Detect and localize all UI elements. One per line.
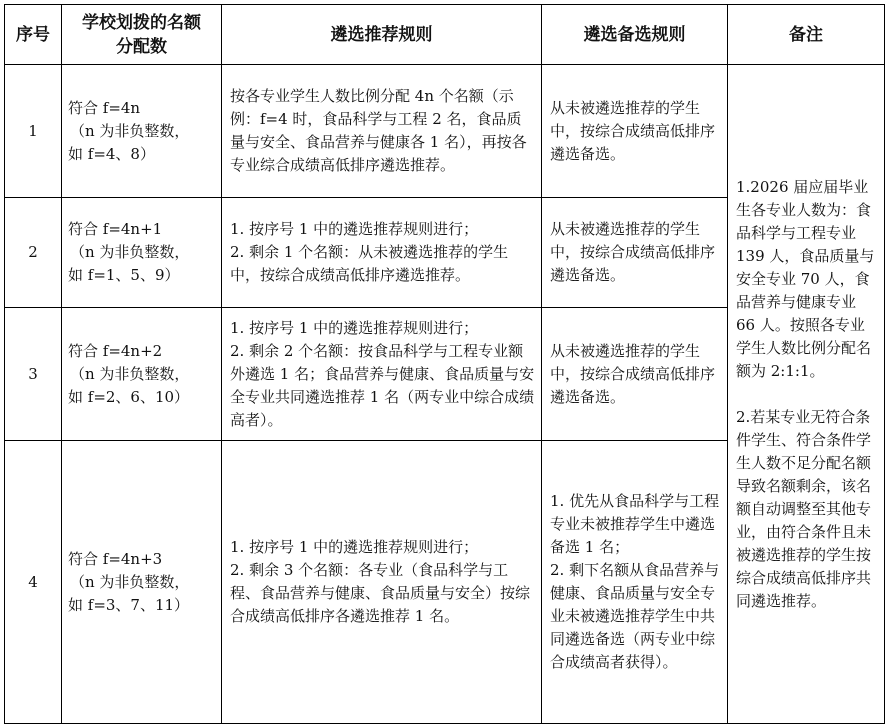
quota-example: 如 f=2、6、10） bbox=[68, 387, 190, 406]
row-recommend: 按各专业学生人数比例分配 4n 个名额（示例：f=4 时，食品科学与工程 2 名，食品质量与安全、食品营养与健康各 1 名），再按各专业综合成绩高低排序遴选推荐。 bbox=[222, 65, 542, 198]
quota-note: （n 为非负整数， bbox=[70, 243, 190, 261]
row-alternate: 从未被遴选推荐的学生中，按综合成绩高低排序遴选备选。 bbox=[542, 65, 728, 198]
header-index: 序号 bbox=[5, 5, 62, 65]
selection-rules-table bbox=[4, 4, 885, 724]
quota-condition: 符合 f=4n+2 bbox=[68, 341, 163, 360]
row-alternate: 从未被遴选推荐的学生中，按综合成绩高低排序遴选备选。 bbox=[542, 308, 728, 441]
row-index: 1 bbox=[5, 65, 62, 198]
header-recommend: 遴选推荐规则 bbox=[222, 5, 542, 65]
row-recommend bbox=[222, 308, 542, 441]
quota-condition: 符合 f=4n bbox=[68, 98, 141, 117]
row-index: 2 bbox=[5, 198, 62, 308]
quota-condition: 符合 f=4n+1 bbox=[68, 220, 163, 238]
header-quota: 学校划拨的名额分配数 bbox=[62, 5, 222, 65]
table-row bbox=[5, 65, 885, 198]
header-remark: 备注 bbox=[728, 5, 885, 65]
quota-note: （n 为非负整数， bbox=[70, 121, 190, 140]
recommend-item: 2. 剩余 3 个名额：各专业（食品科学与工程、食品营养与健康、食品质量与安全）按综合成绩高低排序各遴选推荐 1 名。 bbox=[230, 561, 531, 625]
row-quota bbox=[62, 65, 222, 198]
quota-condition: 符合 f=4n+3 bbox=[68, 549, 163, 568]
quota-example: 如 f=4、8） bbox=[68, 144, 155, 163]
row-recommend bbox=[222, 198, 542, 308]
recommend-item: 1. 按序号 1 中的遴选推荐规则进行； bbox=[230, 318, 479, 337]
header-alternate: 遴选备选规则 bbox=[542, 5, 728, 65]
quota-note: （n 为非负整数， bbox=[70, 572, 190, 591]
row-index: 4 bbox=[5, 441, 62, 724]
row-recommend bbox=[222, 441, 542, 724]
table-header-row bbox=[5, 5, 885, 65]
recommend-item: 1. 按序号 1 中的遴选推荐规则进行； bbox=[230, 220, 479, 238]
row-alternate bbox=[542, 441, 728, 724]
recommend-item: 1. 按序号 1 中的遴选推荐规则进行； bbox=[230, 538, 479, 556]
row-index: 3 bbox=[5, 308, 62, 441]
remark-item: 1.2026 届应届毕业生各专业人数为：食品科学与工程专业 139 人，食品质量与安全专业 70 人，食品营养与健康专业 66 人。按照各专业学生人数比例分配名额为 2:1:1。 bbox=[736, 177, 875, 380]
row-quota bbox=[62, 441, 222, 724]
alternate-item: 1. 优先从食品科学与工程专业未被推荐学生中遴选备选 1 名； bbox=[550, 492, 720, 556]
quota-example: 如 f=3、7、11） bbox=[68, 595, 190, 614]
quota-note: （n 为非负整数， bbox=[70, 364, 190, 383]
row-quota bbox=[62, 308, 222, 441]
remark-cell bbox=[728, 65, 885, 724]
row-alternate: 从未被遴选推荐的学生中，按综合成绩高低排序遴选备选。 bbox=[542, 198, 728, 308]
remark-item: 2.若某专业无符合条件学生、符合条件学生人数不足分配名额导致名额剩余，该名额自动调整至其他专业，由符合条件且未被遴选推荐的学生按综合成绩高低排序共同遴选推荐。 bbox=[736, 407, 872, 610]
recommend-item: 2. 剩余 2 个名额：按食品科学与工程专业额外遴选 1 名；食品营养与健康、食品质量与安全专业共同遴选推荐 1 名（两专业中综合成绩高者）。 bbox=[230, 341, 535, 429]
alternate-item: 2. 剩下名额从食品营养与健康、食品质量与安全专业未被遴选推荐学生中共同遴选备选（两专业中综合成绩高者获得）。 bbox=[550, 561, 720, 671]
quota-example: 如 f=1、5、9） bbox=[68, 266, 180, 284]
recommend-item: 2. 剩余 1 个名额：从未被遴选推荐的学生中，按综合成绩高低排序遴选推荐。 bbox=[230, 243, 509, 284]
row-quota bbox=[62, 198, 222, 308]
